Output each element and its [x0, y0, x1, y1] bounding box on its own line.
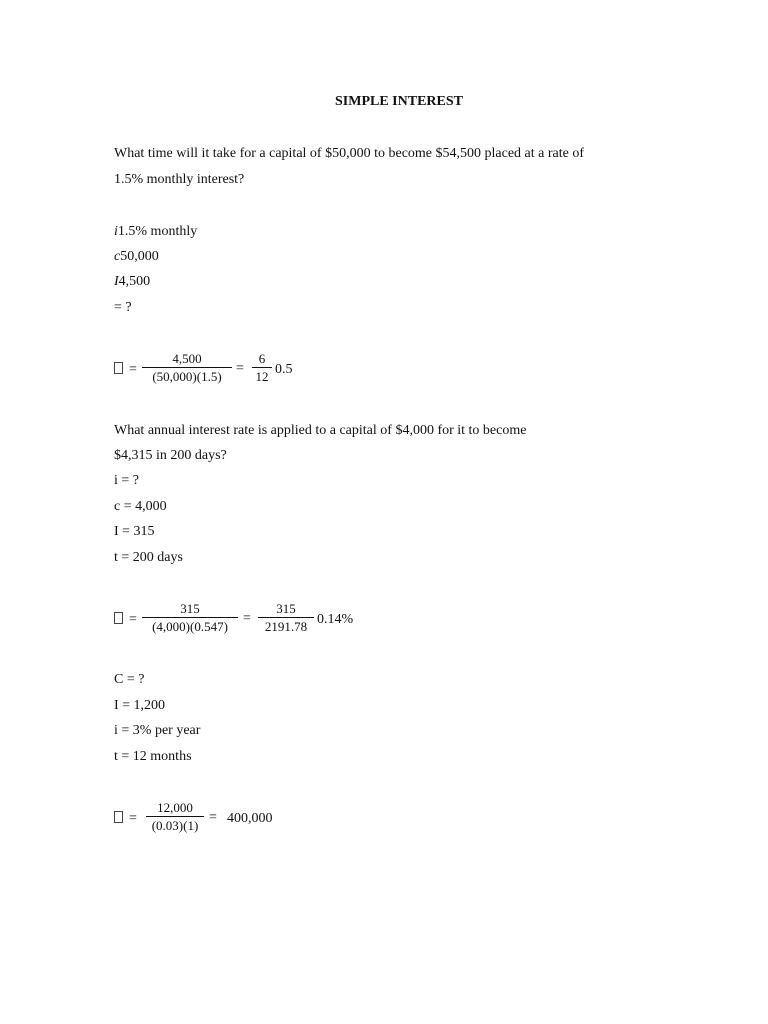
fraction-denominator: 12	[252, 367, 272, 385]
problem2-given-time: t = 200 days	[114, 550, 183, 565]
equation-lhs	[114, 362, 137, 378]
fraction-denominator: (4,000)(0.547)	[142, 617, 238, 635]
fraction-denominator: (0.03)(1)	[146, 816, 204, 834]
equation-lhs	[114, 811, 137, 827]
missing-glyph-icon	[114, 362, 123, 374]
problem1-given-interest	[114, 273, 150, 291]
problem3-given-interest: I = 1,200	[114, 698, 166, 713]
problem1-given-unknown	[114, 299, 132, 317]
given-var: c	[114, 249, 121, 264]
equation-result: 0.5	[275, 362, 293, 377]
given-value: 4,500	[118, 274, 151, 289]
missing-glyph-icon	[114, 612, 123, 624]
problem1-question-line2: 1.5% monthly interest?	[114, 172, 245, 187]
problem3-given-time: t = 12 months	[114, 749, 192, 764]
fraction-2	[258, 600, 314, 635]
equals-sign: =	[129, 362, 137, 377]
equals-sign: =	[129, 612, 137, 627]
fraction-numerator: 4,500	[172, 351, 202, 366]
given-value: = ?	[114, 300, 132, 315]
page-title: SIMPLE INTEREST	[335, 94, 463, 109]
fraction-numerator: 12,000	[157, 800, 193, 815]
fraction-1	[146, 799, 204, 834]
problem2-question-line1: What annual interest rate is applied to a capital of $4,000 for it to become	[114, 423, 527, 438]
fraction-denominator: (50,000)(1.5)	[142, 367, 232, 385]
fraction-1	[142, 600, 238, 635]
problem3-given-capital: C = ?	[114, 672, 145, 687]
problem2-question-line2: $4,315 in 200 days?	[114, 448, 227, 463]
fraction-numerator: 315	[276, 601, 296, 616]
fraction-denominator: 2191.78	[258, 617, 314, 635]
fraction-numerator: 315	[180, 601, 200, 616]
given-value: 50,000	[120, 249, 159, 264]
equation-result: 400,000	[227, 811, 273, 826]
given-var: I	[114, 274, 119, 289]
equals-sign: =	[243, 611, 251, 626]
equals-sign: =	[129, 811, 137, 826]
problem2-given-interest: I = 315	[114, 524, 155, 539]
missing-glyph-icon	[114, 811, 123, 823]
equals-sign: =	[236, 361, 244, 376]
problem1-question-line1: What time will it take for a capital of $50,000 to become $54,500 placed at a rate of	[114, 146, 584, 161]
given-var: i	[114, 224, 118, 239]
problem3-given-rate: i = 3% per year	[114, 723, 201, 738]
problem2-given-rate: i = ?	[114, 473, 139, 488]
fraction-2	[252, 350, 272, 385]
problem2-given-capital: c = 4,000	[114, 499, 167, 514]
equation-lhs	[114, 612, 137, 628]
given-value: 1.5% monthly	[117, 224, 198, 239]
equals-sign: =	[209, 810, 217, 825]
problem1-given-rate	[114, 223, 197, 241]
fraction-1	[142, 350, 232, 385]
equation-result: 0.14%	[317, 612, 354, 627]
problem1-given-capital	[114, 248, 159, 266]
fraction-numerator: 6	[258, 351, 266, 366]
